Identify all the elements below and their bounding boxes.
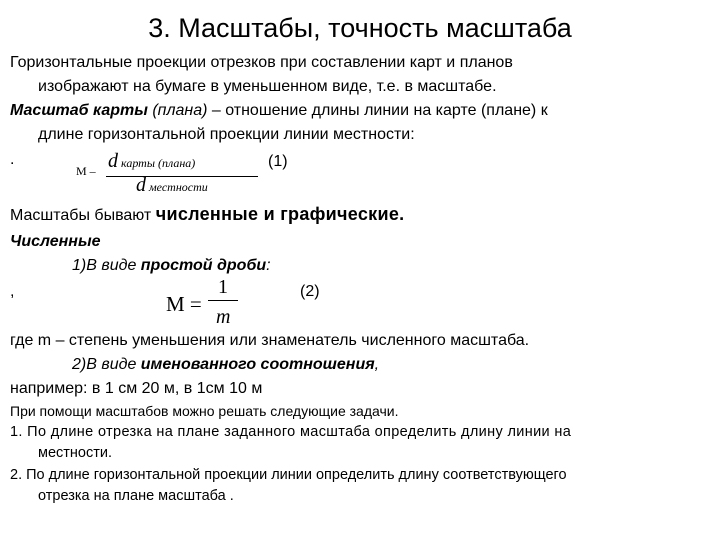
numeric-item2-suffix: , bbox=[374, 356, 380, 373]
formula-1 bbox=[76, 148, 266, 198]
definition-text: – отношение длины линии на карте (плане) к bbox=[207, 102, 548, 119]
formula1-den-d: d bbox=[136, 174, 146, 196]
where-line: где m – степень уменьшения или знаменатель численного масштаба. bbox=[10, 332, 530, 349]
formula1-number: (1) bbox=[268, 153, 288, 170]
paragraph-line: изображают на бумаге в уменьшенном виде, т.е. в масштабе. bbox=[38, 78, 497, 95]
scale-types-bold: численные и графические. bbox=[155, 204, 405, 224]
numeric-item-2 bbox=[72, 355, 379, 375]
formula2-numerator: 1 bbox=[218, 276, 228, 298]
numeric-item1-prefix: 1)В виде bbox=[72, 257, 141, 274]
numeric-heading: Численные bbox=[10, 233, 101, 250]
formula1-m: M – bbox=[76, 164, 96, 178]
example-line: например: в 1 см 20 м, в 1см 10 м bbox=[10, 380, 263, 397]
formula-2 bbox=[166, 276, 246, 332]
numeric-item-1 bbox=[72, 256, 271, 276]
tasks-intro: При помощи масштабов можно решать следующие задачи. bbox=[10, 403, 399, 419]
formula2-fraction-bar bbox=[208, 300, 238, 301]
numeric-item2-bold: именованного соотношения bbox=[140, 356, 375, 373]
paragraph-line: Горизонтальные проекции отрезков при составлении карт и планов bbox=[10, 54, 513, 71]
formula1-num-sub: карты (плана) bbox=[118, 156, 196, 170]
task-1-line-2: местности. bbox=[38, 445, 113, 461]
task-2-line-1: 2. По длине горизонтальной проекции линии определить длину соответствующего bbox=[10, 467, 567, 483]
definition-line bbox=[10, 101, 548, 121]
formula2-comma: , bbox=[10, 283, 15, 300]
numeric-item1-bold: простой дроби bbox=[140, 257, 267, 274]
formula2-number: (2) bbox=[300, 283, 320, 300]
scale-types-line bbox=[10, 204, 404, 226]
slide-title: 3. Масштабы, точность масштаба bbox=[148, 13, 572, 43]
formula1-dot: . bbox=[10, 151, 15, 168]
formula1-num-d: d bbox=[108, 150, 118, 172]
task-1-line-1: 1. По длине отрезка на плане заданного масштаба определить длину линии на bbox=[10, 424, 572, 440]
formula1-denominator bbox=[136, 174, 208, 197]
formula1-numerator bbox=[108, 150, 195, 173]
definition-line-2: длине горизонтальной проекции линии местности: bbox=[38, 126, 415, 143]
scale-types-prefix: Масштабы бывают bbox=[10, 207, 156, 224]
formula1-den-sub: местности bbox=[146, 180, 208, 194]
numeric-item1-suffix: : bbox=[266, 257, 271, 274]
task-2-line-2: отрезка на плане масштаба . bbox=[38, 488, 234, 504]
formula2-m: M = bbox=[166, 292, 202, 316]
definition-term: Масштаб карты bbox=[10, 102, 148, 119]
numeric-item2-prefix: 2)В виде bbox=[72, 356, 141, 373]
definition-term-paren: (плана) bbox=[147, 102, 208, 119]
formula2-denominator: m bbox=[216, 306, 231, 328]
